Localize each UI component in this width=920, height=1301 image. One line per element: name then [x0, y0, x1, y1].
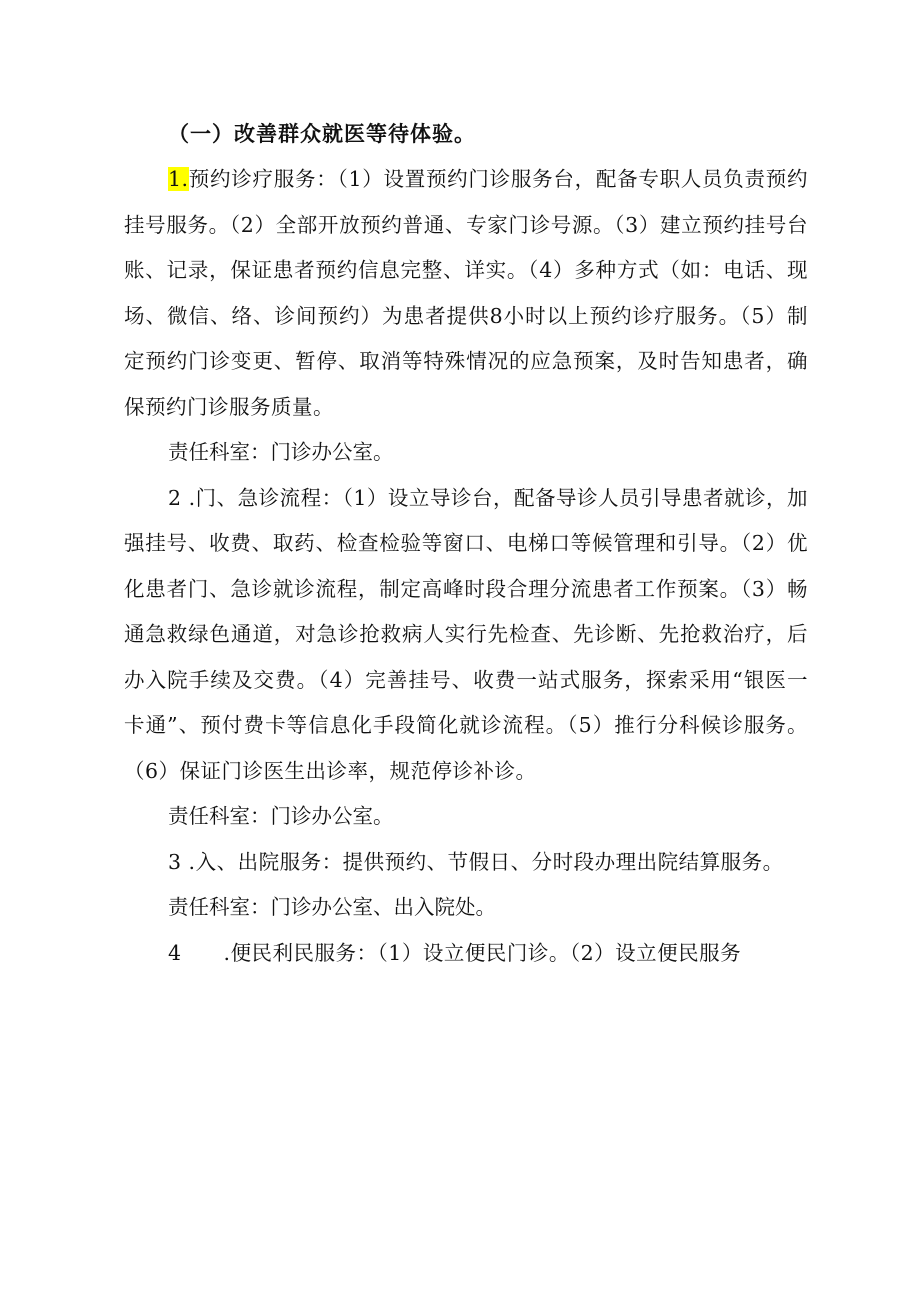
item-1-responsible: 责任科室：门诊办公室。: [168, 440, 394, 464]
item-3-body: 入、出院服务：提供预约、节假日、分时段办理出院结算服务。: [195, 849, 784, 874]
item-1-number: 1.: [168, 167, 189, 191]
item-2-responsible: 责任科室：门诊办公室。: [168, 804, 394, 828]
item-3-responsible: 责任科室：门诊办公室、出入院处。: [168, 895, 496, 919]
item-1-body: 预约诊疗服务：（1）设置预约门诊服务台，配备专职人员负责预约挂号服务。（2）全部开放预约普通、专家门诊号源。（3）建立预约挂号台账、记录，保证患者预约信息完整、详实。（4）多种方式（如：电话、现场、微信、络、诊间预约）为患者提供8小时以上预约诊疗服务。（5）制定预约门诊变更、暂停、取消等特殊情况的应急预案，及时告知患者，确保预约门诊服务质量。: [124, 167, 808, 419]
item-2-body: 门、急诊流程：（1）设立导诊台，配备导诊人员引导患者就诊，加强挂号、收费、取药、检查检验等窗口、电梯口等候管理和引导。（2）优化患者门、急诊就诊流程，制定高峰时段合理分流患者工作预案。（3）畅通急救绿色通道，对急诊抢救病人实行先检查、先诊断、先抢救治疗，后办入院手续及交费。（4）完善挂号、收费一站式服务，探索采用“银医一卡通”、预付费卡等信息化手段简化就诊流程。（5）推行分科候诊服务。（6）保证门诊医生出诊率，规范停诊补诊。: [124, 485, 809, 783]
item-2-paragraph: [124, 476, 808, 795]
item-4-number: 4 .: [168, 940, 231, 965]
section-heading: （一）改善群众就医等待体验。: [168, 122, 476, 146]
item-3-paragraph: [124, 840, 808, 886]
item-2-number: 2 .: [168, 485, 196, 510]
item-4-body: 便民利民服务：（1）设立便民门诊。（2）设立便民服务: [230, 940, 742, 965]
item-4-paragraph: [124, 931, 808, 977]
item-1-paragraph: [124, 157, 808, 430]
item-3-number: 3 .: [168, 849, 196, 874]
document-content: [124, 112, 808, 976]
